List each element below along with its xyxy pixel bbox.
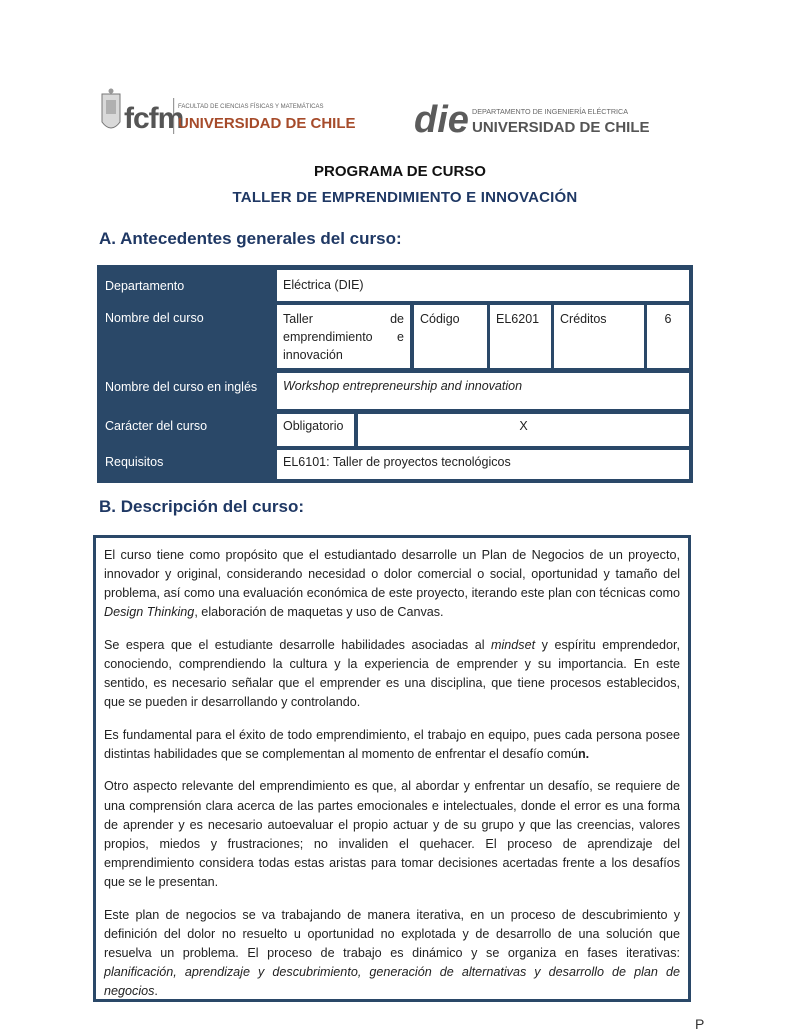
section-a-heading: A. Antecedentes generales del curso: <box>99 229 402 248</box>
requisitos-value: EL6101: Taller de proyectos tecnológicos <box>277 450 689 479</box>
description-paragraph-3 <box>104 726 680 764</box>
caracter-mark: X <box>358 414 689 446</box>
nombre-line-1: Taller de <box>283 312 404 326</box>
description-paragraph-4: Otro aspecto relevante del emprendimiento es que, al abordar y enfrentar un desafío, se requiere de una comprensión clara acerca de las partes emocionales e intelectuales, donde el error es una forma de aprender y es necesario autoevaluar el propio actuar y de su grupo y que las creencias, valores propios, miedos y frustraciones; no invaliden el quehacer. El proceso de aprendizaje del emprendimiento considera todas estas aristas para tomar decisiones acertadas frente a los desafíos que se le presentan. <box>104 779 680 889</box>
fcfm-line1: FACULTAD DE CIENCIAS FÍSICAS Y MATEMÁTICAS <box>178 104 324 110</box>
university-shield-icon <box>102 89 120 129</box>
p5-text-b: . <box>154 983 158 998</box>
fcfm-line2: UNIVERSIDAD DE CHILE <box>178 115 356 132</box>
p3-text-b: n. <box>577 746 590 761</box>
creditos-label: Créditos <box>554 305 644 368</box>
die-logo <box>414 92 650 141</box>
description-paragraph-2 <box>104 636 680 712</box>
course-info-table <box>97 265 693 483</box>
departamento-value: Eléctrica (DIE) <box>277 270 689 301</box>
caracter-value: Obligatorio <box>277 414 354 446</box>
fcfm-mark: fcfm <box>124 102 184 135</box>
ingles-value: Workshop entrepreneurship and innovation <box>277 373 689 409</box>
nombre-value <box>277 305 410 368</box>
p2-emphasis: mindset <box>491 637 536 652</box>
die-line2: UNIVERSIDAD DE CHILE <box>472 119 650 136</box>
nombre-label: Nombre del curso <box>105 311 204 325</box>
p5-emphasis: planificación, aprendizaje y descubrimiento, generación de alternativas y desarrollo de plan de negocios <box>104 964 680 998</box>
fcfm-logo-graphic <box>100 88 356 140</box>
course-description-box <box>93 535 691 1002</box>
course-description-text <box>104 546 680 1014</box>
p1-text-b: , elaboración de maquetas y uso de Canvas. <box>194 605 444 620</box>
p2-text-a: Se espera que el estudiante desarrolle habilidades asociadas al <box>104 637 492 652</box>
creditos-value: 6 <box>647 305 689 368</box>
page-title: PROGRAMA DE CURSO <box>314 163 486 180</box>
p1-emphasis: Design Thinking <box>104 605 195 620</box>
description-paragraph-1 <box>104 546 680 622</box>
fcfm-logo <box>100 88 356 140</box>
nombre-line-2: emprendimiento e <box>283 330 404 344</box>
nombre-line-3: innovación <box>283 348 343 362</box>
die-line1: DEPARTAMENTO DE INGENIERÍA ELÉCTRICA <box>472 107 629 116</box>
ingles-label: Nombre del curso en inglés <box>105 380 258 394</box>
course-title: TALLER DE EMPRENDIMIENTO E INNOVACIÓN <box>232 189 578 206</box>
die-mark: die <box>414 99 469 141</box>
page-mark: P <box>695 1016 705 1032</box>
p1-text-a: El curso tiene como propósito que el estudiantado desarrolle un Plan de Negocios de un proyecto, innovador y original, considerando necesidad o dolor comercial o social, oportunidad y tamaño del problema, así como una evaluación económica de este proyecto, iterando este plan con técnicas como <box>104 548 680 601</box>
die-logo-graphic <box>414 92 650 141</box>
departamento-label: Departamento <box>105 279 185 293</box>
section-b-heading: B. Descripción del curso: <box>99 497 304 516</box>
p3-text-a: Es fundamental para el éxito de todo emprendimiento, el trabajo en equipo, pues cada persona posee distintas habilidades que se complementan al momento de enfrentar el desafío comú <box>104 727 680 761</box>
p5-text-a: Este plan de negocios se va trabajando de manera iterativa, en un proceso de descubrimiento y definición del dolor no resuelto u oportunidad no explotada y de desarrollo de una solución que resuelva un problema. El proceso de trabajo es dinámico y se organiza en fases iterativas: <box>104 907 680 960</box>
requisitos-label: Requisitos <box>105 455 164 469</box>
caracter-label: Carácter del curso <box>105 419 208 433</box>
p2-text-b: y espíritu emprendedor, conociendo, comprendiendo la cultura y la experiencia de emprender y su importancia. En este sentido, es necesario señalar que el emprender es una disciplina, que tiene procesos establecidos, que se pueden ir desarrollando y controlando. <box>104 637 680 710</box>
codigo-value: EL6201 <box>490 305 551 368</box>
description-paragraph-5 <box>104 906 680 1001</box>
codigo-label: Código <box>414 305 487 368</box>
